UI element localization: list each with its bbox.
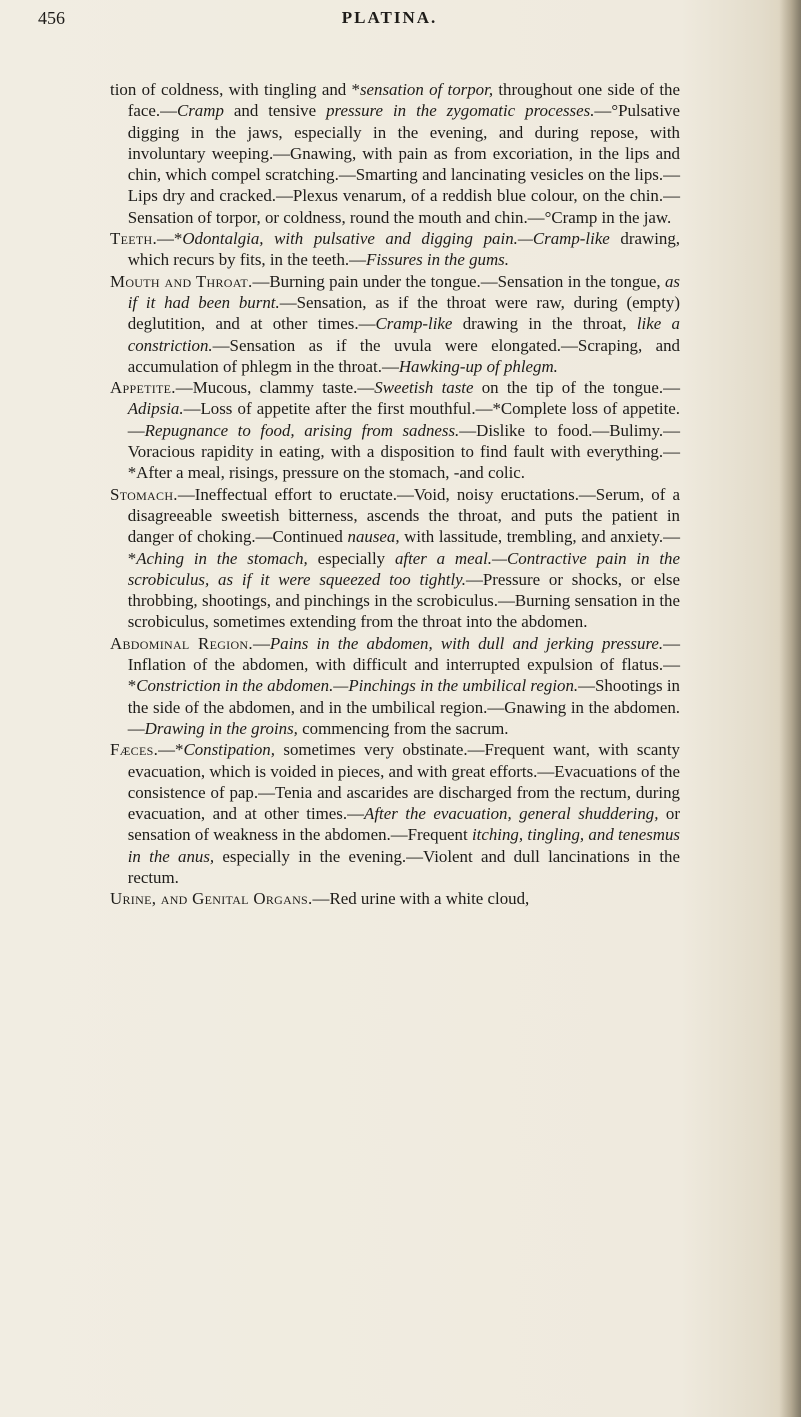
- text-run: —Dislike to food.—Bulimy.—Voracious rapidity in eating, with a disposition to find fault with everything.—*After a meal, risings, pressure on the stomach, -and colic.: [127, 420, 680, 483]
- section-paragraph: [110, 377, 680, 483]
- text-run: with lassitude, trembling, and anxiety.—*: [127, 527, 680, 568]
- section-heading: Fæces.: [110, 740, 159, 760]
- italic-text: after a meal.—Contractive pain in the scrobiculus, as if it were squeezed too tightly.: [127, 548, 680, 589]
- page-edge-shadow: [779, 0, 801, 1417]
- section-paragraph: [110, 271, 680, 377]
- text-run: commencing from the sacrum.: [297, 718, 509, 738]
- section-heading: Abdominal Region.: [110, 633, 253, 653]
- text-run: —*: [158, 740, 184, 760]
- italic-text: Repugnance to food, arising from sadness.: [144, 420, 460, 440]
- italic-text: itching, tingling, and tenesmus in the anus,: [127, 825, 680, 866]
- italic-text: Adipsia.: [127, 399, 184, 419]
- text-run: —Shootings in the side of the abdomen, and in the umbilical region.—Gnawing in the abdomen.—: [127, 676, 680, 738]
- text-run: especially: [307, 548, 395, 568]
- italic-text: Odontalgia, with pulsative and digging pain.—Cramp-like: [182, 229, 610, 249]
- text-run: —Loss of appetite after the first mouthful.—*Complete loss of appetite.—: [127, 399, 680, 440]
- section-heading: Urine, and Genital Organs.: [110, 889, 313, 909]
- section-paragraph: [110, 739, 680, 888]
- text-run: —Pressure or shocks, or else throbbing, shootings, and pinchings in the scrobiculus.—Burning sensation in the scrobiculus, sometimes extending from the throat into the abdomen.: [127, 569, 680, 632]
- italic-text: Constriction in the abdomen.—Pinchings in the umbilical region.: [136, 676, 579, 696]
- text-run: —Ineffectual effort to eructate.—Void, noisy eructations.—Serum, of a disagreeable sweetish bitterness, ascends the throat, and puts the patient in danger of choking.—Continued: [127, 484, 680, 547]
- text-run: —: [252, 633, 270, 653]
- text-run: especially in the evening.—Violent and dull lancinations in the rectum.: [127, 846, 681, 887]
- italic-text: like a constriction.: [127, 314, 680, 355]
- running-title: PLATINA.: [341, 8, 438, 27]
- text-run: —Sensation as if the uvula were elongated.—Scraping, and accumulation of phlegm in the throat.—: [127, 335, 680, 376]
- italic-text: Aching in the stomach,: [136, 548, 308, 568]
- italic-text: Constipation,: [183, 740, 275, 760]
- italic-text: nausea,: [347, 527, 400, 547]
- text-run: —Mucous, clammy taste.—: [175, 378, 375, 398]
- italic-text: Sweetish taste: [374, 378, 474, 398]
- text-run: drawing in the throat,: [452, 314, 637, 334]
- section-paragraph: [110, 633, 680, 739]
- section-heading: Stomach.: [110, 484, 178, 504]
- italic-text: Drawing in the groins,: [144, 718, 298, 738]
- italic-text: Cramp-like: [375, 314, 453, 334]
- text-run: drawing, which recurs by fits, in the teeth.—: [127, 229, 680, 270]
- text-run: throughout one side of the face.—: [127, 80, 680, 121]
- section-paragraph: [110, 484, 680, 633]
- text-run: sometimes very obstinate.—Frequent want, with scanty evacuation, which is voided in pieces, and with great efforts.—Evacuations of the consistence of pap.—Tenia and ascarides are discharged from the rectum, during evacuation, and at other times.—: [127, 740, 680, 824]
- page-header: [38, 8, 741, 32]
- section-heading: Teeth.: [110, 229, 157, 249]
- italic-text: as if it had been burnt.: [127, 271, 680, 312]
- text-run: —*: [157, 229, 183, 249]
- section-paragraph: [110, 79, 680, 228]
- italic-text: sensation of torpor,: [359, 80, 494, 99]
- text-run: —°Pulsative digging in the jaws, especially in the evening, and during repose, with involuntary weeping.—Gnawing, with pain as from excoriation, in the lips and chin, which compel scratching.—Smarting and lancinating vesicles on the lips.—Lips dry and cracked.—Plexus venarum, of a reddish blue colour, on the chin.—Sensation of torpor, or coldness, round the mouth and chin.—°Cramp in the jaw.: [127, 101, 680, 227]
- section-paragraph: [110, 228, 680, 271]
- section-paragraph: [110, 888, 680, 909]
- section-heading: Appetite.: [110, 378, 176, 398]
- page-number: 456: [38, 8, 65, 28]
- italic-text: After the evacuation, general shuddering,: [364, 804, 659, 824]
- text-run: or sensation of weakness in the abdomen.—Frequent: [127, 804, 680, 845]
- text-run: tion of coldness, with tingling and *: [110, 80, 360, 99]
- text-run: —Red urine with a white cloud,: [312, 889, 530, 909]
- section-heading: Mouth and Throat.: [110, 271, 253, 291]
- text-run: on the tip of the tongue.—: [473, 378, 680, 398]
- italic-text: Pains in the abdomen, with dull and jerking pressure.: [269, 633, 664, 653]
- text-run: —Inflation of the abdomen, with difficult and interrupted expulsion of flatus.—*: [127, 633, 681, 696]
- italic-text: Hawking-up of phlegm.: [398, 356, 558, 376]
- text-run: —Sensation, as if the throat were raw, during (empty) deglutition, and at other times.—: [127, 292, 680, 334]
- text-body: [110, 79, 680, 910]
- italic-text: pressure in the zygomatic processes.: [326, 101, 595, 121]
- italic-text: Cramp: [176, 101, 224, 121]
- italic-text: Fissures in the gums.: [366, 250, 509, 270]
- text-run: and tensive: [223, 101, 327, 121]
- text-run: —Burning pain under the tongue.—Sensation in the tongue,: [252, 271, 665, 291]
